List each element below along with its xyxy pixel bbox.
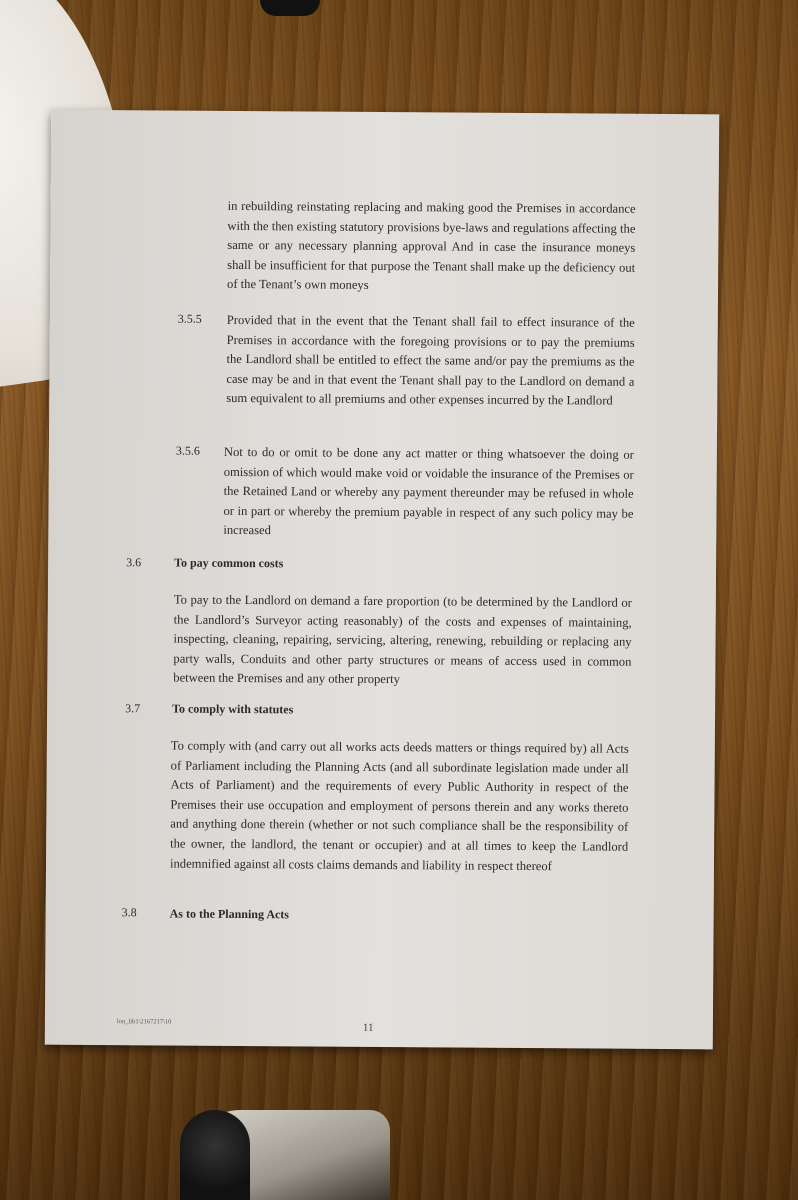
continuation-text: in rebuilding reinstating replacing and making good the Premises in accordance with the then existing statutory provisions bye-laws and regulations affecting the same or any necessary planning approval And in case the insurance moneys shall be insufficient for that purpose the Tenant shall make up the deficiency out of the Tenant’s own moneys xyxy=(227,198,636,293)
pen-cap xyxy=(180,1110,250,1200)
clause-number: 3.5.6 xyxy=(175,443,200,458)
clause-number: 3.7 xyxy=(125,701,141,716)
clause-heading: To pay common costs xyxy=(174,555,284,571)
clause-heading: To comply with statutes xyxy=(172,701,294,717)
clause-heading: As to the Planning Acts xyxy=(169,906,290,922)
page-number: 11 xyxy=(362,1021,374,1034)
document-page xyxy=(45,110,720,1050)
clause-text: Provided that in the event that the Tenant shall fail to effect insurance of the Premises in accordance with the foregoing provisions or to pay the premiums the Landlord shall be entitled to effect the same and/or pay the premiums as the case may be and in that event the Tenant shall pay to the Landlord on demand a sum equivalent to all premiums and other expenses incurred by the Landlord xyxy=(226,312,635,408)
footer-reference: lon_lib1\2167217\10 xyxy=(116,1018,172,1026)
clause-text: Not to do or omit to be done any act matter or thing whatsoever the doing or omission of which would make void or voidable the insurance of the Premises or the Retained Land or whereby any payment thereunder may be refused in whole or in part or whereby the premium payable in respect of any such policy may be increased xyxy=(223,444,634,538)
clause-number: 3.5.5 xyxy=(177,311,202,326)
clause-text: To pay to the Landlord on demand a fare proportion (to be determined by the Landlord or the Landlord’s Surveyor acting reasonably) of the costs and expenses of maintaining, inspecting, cleaning, repairing, servicing, altering, renewing, rebuilding or replacing any party walls, Conduits and other party structures or means of access used in common between the Premises and any other property xyxy=(173,592,632,687)
clause-number: 3.8 xyxy=(121,905,137,920)
clause-number: 3.6 xyxy=(126,555,142,570)
dark-object xyxy=(260,0,320,16)
clause-text: To comply with (and carry out all works acts deeds matters or things required by) all Acts of Parliament including the Planning Acts (and all subordinate legislation made under all Acts of Parliament) and the requirements of every Public Authority in respect of the Premises their use occupation and employment of persons therein and any works thereto and anything done therein (whether or not such compliance shall be the responsibility of the owner, the landlord, the tenant or occupier) and at all times to keep the Landlord indemnified against all costs claims demands and liability in respect thereof xyxy=(169,738,629,873)
